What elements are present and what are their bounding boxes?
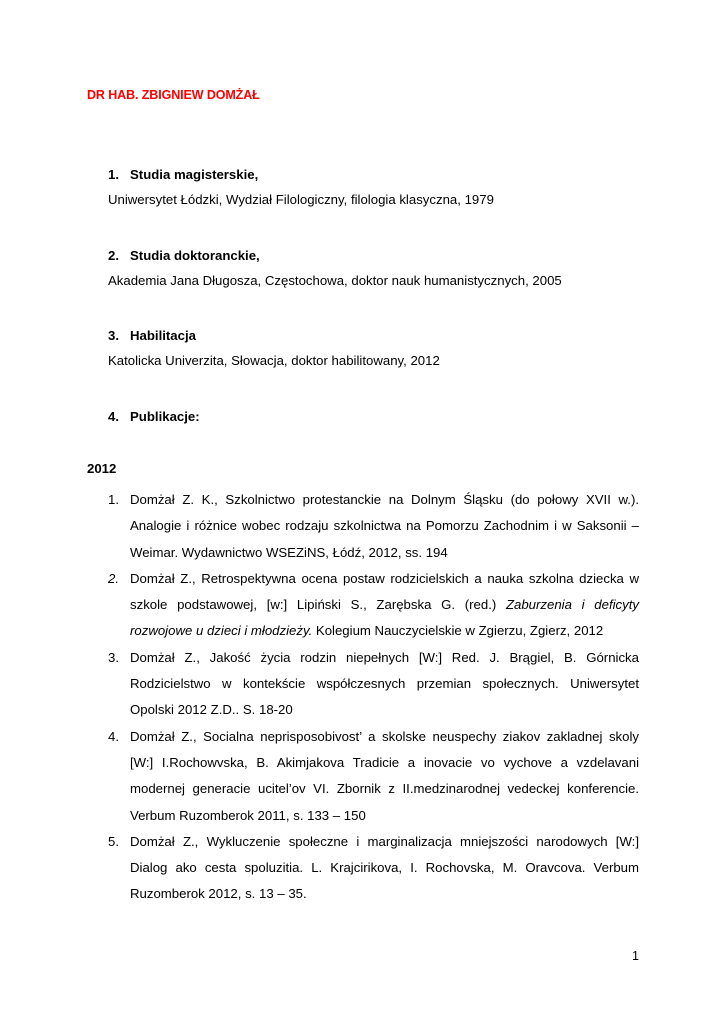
list-item — [108, 566, 639, 645]
list-item — [108, 724, 639, 829]
section-studia-magisterskie — [108, 167, 648, 207]
section-body: Uniwersytet Łódzki, Wydział Filologiczny, filologia klasyczna, 1979 — [108, 192, 494, 207]
section-body: Akademia Jana Długosza, Częstochowa, doktor nauk humanistycznych, 2005 — [108, 273, 562, 288]
item-number: 4. — [108, 728, 119, 744]
item-number: 1. — [108, 492, 119, 507]
page-title: DR HAB. ZBIGNIEW DOMŻAŁ — [87, 88, 260, 102]
section-heading — [108, 167, 648, 182]
section-heading — [108, 248, 648, 263]
section-heading — [108, 328, 648, 343]
item-text: Domżał Z. K., Szkolnictwo protestanckie na Dolnym Śląsku (do połowy XVII w.). Analogie i różnice wobec rodzaju szkolnictwa na Pomorzu Zachodnim i w Saksonii – Weimar. Wydawnictwo WSEZiNS, Łódź, 2012, ss. 194 — [130, 492, 639, 560]
section-number: 4. — [108, 409, 119, 424]
item-italic-title: Zaburzenia i deficyty rozwojowe u dzieci i młodzieży. — [130, 597, 639, 639]
item-text: Domżał Z., Socialna neprisposobivost’ a skolske neuspechy ziakov zakladnej skoly [W:] I.Rochowvska, B. Akimjakova Tradicie a inovacie vo vychove a vzdelavani modernej generacie ucitel’ov VI. Zbornik z II.medzinarodnej vedeckej konferencie. Verbum Ruzomberok 2011, s. 133 – 150 — [130, 728, 639, 823]
item-number: 3. — [108, 649, 119, 665]
section-habilitacja — [108, 328, 648, 368]
page-number: 1 — [632, 949, 639, 963]
publication-year: 2012 — [87, 461, 117, 476]
item-text-after: Kolegium Nauczycielskie w Zgierzu, Zgierz, 2012 — [312, 623, 604, 639]
list-item — [108, 829, 639, 908]
list-item — [108, 645, 639, 724]
section-studia-doktoranckie — [108, 248, 648, 288]
section-heading-text: Habilitacja — [130, 328, 196, 343]
section-heading-text: Studia doktoranckie, — [130, 248, 260, 263]
item-number: 5. — [108, 833, 119, 849]
section-number: 3. — [108, 328, 119, 343]
item-text: Domżał Z., Wykluczenie społeczne i marginalizacja mniejszości narodowych [W:] Dialog ako cesta spoluzitia. L. Krajcirikova, I. Rochovska, M. Oravcova. Verbum Ruzomberok 2012, s. 13 – 35. — [130, 833, 639, 902]
list-item — [108, 487, 639, 566]
section-heading-text: Studia magisterskie, — [130, 167, 259, 182]
section-publikacje — [108, 409, 648, 424]
section-body: Katolicka Univerzita, Słowacja, doktor habilitowany, 2012 — [108, 353, 440, 368]
section-heading-text: Publikacje: — [130, 409, 200, 424]
section-heading — [108, 409, 648, 424]
item-number: 2. — [108, 570, 119, 586]
section-number: 1. — [108, 167, 119, 182]
section-number: 2. — [108, 248, 119, 263]
item-text: Domżał Z., Jakość życia rodzin niepełnych [W:] Red. J. Brągiel, B. Górnicka Rodzicielstwo w kontekście współczesnych przemian społecznych. Uniwersytet Opolski 2012 Z.D.. S. 18-20 — [130, 649, 639, 718]
item-text: Domżał Z., Retrospektywna ocena postaw rodzicielskich a nauka szkolna dziecka w szkole podstawowej, [w:] Lipiński S., Zarębska G. (red.) — [130, 570, 639, 613]
publication-list — [108, 487, 639, 908]
